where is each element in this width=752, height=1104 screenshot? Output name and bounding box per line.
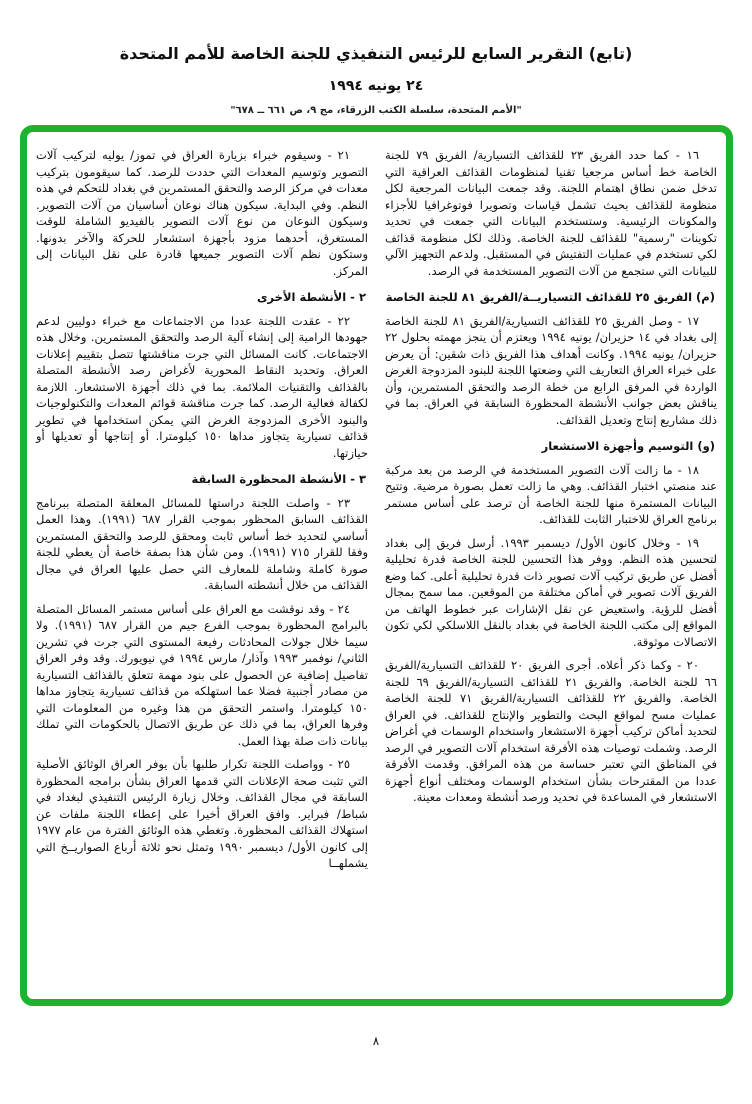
page-header	[0, 44, 752, 116]
content-frame	[20, 125, 733, 1006]
section-heading: (و) التوسيم وأجهزة الاستشعار	[541, 439, 715, 453]
paragraph: ٢٤ - وقد نوقشت مع العراق على أساس مستمر المسائل المتصلة بالبرامج المحظورة بموجب الفرع جيم من القرار ٦٨٧ (١٩٩١). ولا سيما خلال جولات المحادثات رفيعة المستوى التي جرت في تشرين الثاني/ نوفمبر ١٩٩٣ وآذار/ مارس ١٩٩٤ في نيويورك. وقد وفر العراق تفاصيل إضافية عن الحصول على بنود مهمة تتعلق بالقذائف التسيارية من مصادر أجنبية فضلا عما استهلكه من قذائف تسيارية يتجاوز مداها ١٥٠ كيلومترا. واستمر التحقق من هذا وغيره من المعلومات التي وفرها العراق، بما في ذلك عن طريق الاتصال بالحكومات التي تملك بيانات ذات صلة بهذا العمل.	[36, 601, 369, 748]
paragraph: ١٧ - وصل الفريق ٢٥ للقذائف التسيارية/الفريق ٨١ للجنة الخاصة إلى بغداد في ١٤ حزيران/ يونيه ١٩٩٤ ويعتزم أن ينجز مهمته بحلول ٢٢ حزيران/ يونيه ١٩٩٤. وكانت أهداف هذا الفريق ذات شقين: أن يعرض على خبراء العراق التعاريف التي وضعتها اللجنة للبنود المزدوجة الغرض الواردة في المرفق الرابع من خطة الرصد والتحقق المستمرين، وأن يناقش بعض جوانب الأنشطة المحظورة السابقة في العراق. بما في ذلك مشاريع إنتاج وتعديل القذائف.	[385, 313, 717, 427]
paragraph: ٢٠ - وكما ذكر أعلاه. أجرى الفريق ٢٠ للقذائف التسيارية/الفريق ٦٦ للجنة الخاصة. والفريق ٢١ للقذائف التسيارية/الفريق ٦٩ للجنة الخاصة. والفريق ٢٢ للقذائف التسيارية/الفريق ٧١ للجنة الخاصة عمليات مسح لمواقع البحث والتطوير والإنتاج للقذائف. في العراق لتحديد أماكن تركيب أجهزة الاستشعار واستخدام الوسمات في أغراض الرصد. وشملت توصيات هذه الأفرقة استخدام آلات التصوير في الرصد في المناطق التي تعتبر حساسة من هذه المرافق. وقدمت الأفرقة عددا من المقترحات بشأن استخدام الوسمات ومختلف أنواع أجهزة الاستشعار في المساعدة في تحديد ورصد أنشطة ومعدات معينة.	[385, 658, 718, 804]
paragraph: ١٩ - وخلال كانون الأول/ ديسمبر ١٩٩٣. أرسل فريق إلى بغداد لتحسين هذه النظم. ووفر هذا التحسين للجنة الخاصة قدرة تحليلية أفضل عن طريق تركيب آلات تصوير ذات قدرة تحليلية أعلى. كما وضع الفريق آلات تصوير في أماكن مختلفة من الموقعين. مما سمح بمجال أفضل للرؤية. واستعيض عن نقل الإشارات عبر خطوط الهاتف من المواقع إلى مكتب اللجنة الخاصة في بغداد بالنقل اللاسلكي لكي تكون الاتصالات موثوقة.	[385, 535, 717, 649]
paragraph: ٢٢ - عقدت اللجنة عددا من الاجتماعات مع خبراء دوليين لدعم جهودها الرامية إلى إنشاء آلية الرصد والتحقق المستمرين. وخلال هذه الاجتماعات. كانت المسائل التي جرت مناقشتها تتصل بتقييم إعلانات العراق. وتحديد النقاط المحورية لأغراض رصد الأنشطة المتصلة بالقذائف والتقنيات الملائمة. بما في ذلك أجهزة الاستشعار. اللازمة لكفالة فعالية الرصد. كما جرت مناقشة قوائم المعدات والتكنولوجيات والبنود الأخرى المزدوجة الغرض التي يمكن استخدامها في تطوير قذائف تسيارية يتجاوز مداها ١٥٠ كيلومترا. أو إنتاجها أو تعديلها أو حيازتها.	[36, 313, 368, 460]
page-number: ٨	[372, 1034, 380, 1048]
column-left	[36, 147, 368, 999]
section-heading: ٢ - الأنشطة الأخرى	[256, 290, 366, 304]
source-citation: "الأمم المتحدة، سلسلة الكتب الزرقاء، مج ٩، ص ٦٦١ ــ ٦٧٨"	[230, 105, 522, 116]
two-column-body	[27, 132, 726, 999]
paragraph: ١٨ - ما زالت آلات التصوير المستخدمة في الرصد من بعد مركبة عند منصتي اختبار القذائف. وهي ما زالت تعمل بصورة مرضية. وتتيح البيانات المستمرة منها للجنة الخاصة أن ترصد على أساس مستمر برنامج العراق للاختبار الثابت للقذائف.	[385, 462, 717, 526]
paragraph: ١٦ - كما حدد الفريق ٢٣ للقذائف التسيارية/ الفريق ٧٩ للجنة الخاصة خط أساس مرجعيا تقنيا لمنظومات القذائف العراقية التي تدخل ضمن نطاق اهتمام اللجنة. وقد جمعت البيانات المرجعية لكل منظومة للقذائف بحيث تشمل قياسات وتصويرا فوتوغرافيا للأجزاء والمكونات الرئيسية. وستستخدم البيانات التي جمعت في تحديد تكوينات "رسمية" للقذائف للجنة الخاصة. وذلك لكل منظومة قذائف لكي تستخدم في عمليات التفتيش في المستقبل. ولدعم التجهيز الآلي للبيانات التي ستجمع من آلات التصوير المستخدمة في الرصد.	[385, 148, 717, 278]
report-title: (تابع) التقرير السابع للرئيس التنفيذي للجنة الخاصة للأمم المتحدة	[119, 44, 633, 63]
paragraph: ٢١ - وسيقوم خبراء بزيارة العراق في تموز/ يوليه لتركيب آلات التصوير وتوسيم المعدات التي حددت للرصد. كما سيقومون بتركيب معدات في مركز الرصد والتحقق المستمرين في بغداد للتحكم في هذه النظم. وفي البداية. سيكون هناك نوعان أساسيان من آلات التصوير. وسيكون النوعان من نوع آلات التصوير بالفيديو الشاملة للوقت المستغرق، أحدهما مزود بأجهزة استشعار للحركة والآخر بدونها. وستكون نظم آلات التصوير جميعها قادرة على نقل البيانات إلى المركز.	[36, 148, 368, 278]
section-heading: ٣ - الأنشطة المحظورة السابقة	[191, 472, 366, 486]
column-right	[385, 147, 717, 999]
section-heading: (م) الفريق ٢٥ للقذائف التسياريــة/الفريق ٨١ للجنة الخاصة	[385, 290, 715, 304]
paragraph: ٢٣ - واصلت اللجنة دراستها للمسائل المعلقة المتصلة ببرنامج القذائف السابق المحظور بموجب القرار ٦٨٧ (١٩٩١). وهذا العمل أساسي لتحديد خط أساس ثابت ومحقق للرصد والتحقق المستمرين وفقا للقرار ٧١٥ (١٩٩١). ومن شأن هذا بصفة خاصة أن يعطي للجنة صورة كاملة وشاملة للمعارف التي حصل عليها العراق في مجال القذائف من خلال أنشطته السابقة.	[36, 495, 369, 592]
report-date: ٢٤ يونيه ١٩٩٤	[328, 78, 424, 94]
paragraph: ٢٥ - وواصلت اللجنة تكرار طلبها بأن يوفر العراق الوثائق الأصلية التي تثبت صحة الإعلانات التي قدمها العراق بشأن برامجه المحظورة السابقة في مجال القذائف. وخلال زيارة الرئيس التنفيذي لبغداد في شباط/ فبراير. وافق العراق أخيرا على إعطاء اللجنة ملفات عن استهلاك القذائف المحظورة. وتغطي هذه الوثائق الفترة من عام ١٩٧٧ إلى كانون الأول/ ديسمبر ١٩٩٠ وتمثل نحو ثلاثة أرباع الصواريــخ التي يشملهــا	[36, 757, 368, 870]
